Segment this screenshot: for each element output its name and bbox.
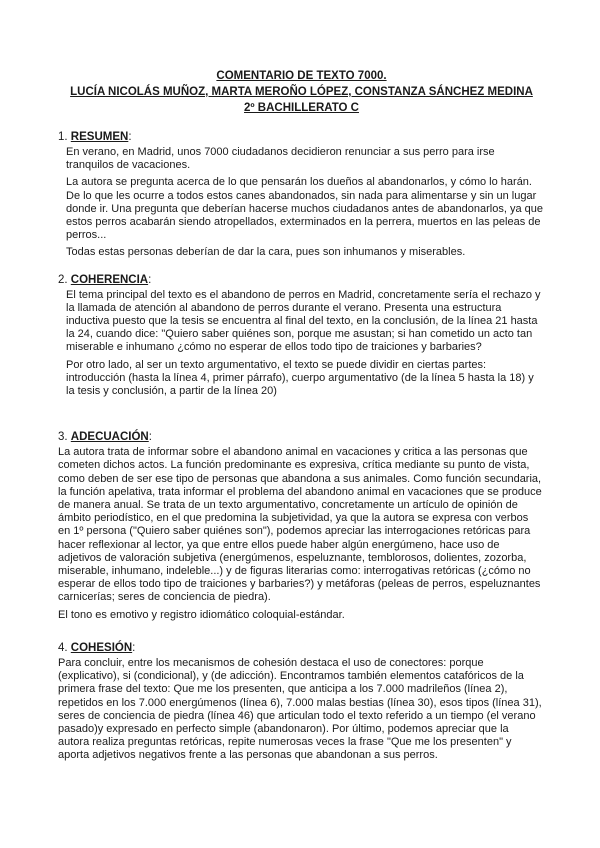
section-heading-cohesion	[58, 641, 545, 655]
section-number: 3.	[58, 431, 68, 444]
section-cohesion	[58, 641, 545, 763]
section-number: 4.	[58, 641, 68, 654]
section-body	[58, 289, 545, 399]
document-title-line-2: LUCÍA NICOLÁS MUÑOZ, MARTA MEROÑO LÓPEZ, CONSTANZA SÁNCHEZ MEDINA	[70, 86, 533, 98]
section-heading-text: RESUMEN	[70, 131, 129, 143]
section-number: 2.	[58, 273, 68, 286]
section-body	[58, 446, 545, 622]
section-heading-colon: :	[148, 273, 152, 286]
paragraph: La autora se pregunta acerca de lo que pensarán los dueños al abandonarlos, y cómo lo harán. De lo que les ocurre a todos estos canes abandonados, sin nada para alimentarse y sin un lugar donde ir. Una pregunta que deberían hacerse muchos ciudadanos antes de abandonarlos, ya que estos perros acabarán siendo atropellados, exterminados en la perrera, muertos en las peleas de perros...	[66, 176, 544, 242]
paragraph: Para concluir, entre los mecanismos de cohesión destaca el uso de conectores: porque (explicativo), si (condicional), y (de adicción). Encontramos también elementos catafóricos de la primera frase del texto: Que me los presenten, que anticipa a los 7.000 madrileños (línea 2), repetidos en los 7.000 energúmenos (línea 6), 7.000 malas bestias (línea 30), esos tipos (línea 31), seres de conciencia de piedra (línea 46) que articulan todo el texto referido a un tiempo (el verano pasado)y expresado en perfecto simple (abandonaron). Por último, podemos apreciar que la autora realiza preguntas retóricas, repite numerosas veces la frase "Que me los presenten" y aporta adjetivos negativos frente a las personas que abandonan a sus perros.	[58, 656, 542, 762]
section-heading-colon: :	[148, 431, 152, 444]
paragraph: La autora trata de informar sobre el abandono animal en vacaciones y critica a las personas que cometen dichos actos. La función predominante es expresiva, crítica mediante su punto de vista, como deben de ser ese tipo de personas que abandona a sus animales. Como función secundaria, la función apelativa, trata informar el problema del abandono animal en vacaciones que se produce de manera anual. Se trata de un texto argumentativo, concretamente un artículo de opinión de ámbito periodístico, en el que predomina la subjetividad, ya que la autora se expresa con verbos en 1º persona ("Quiero saber quiénes son"), podemos apreciar las interrogaciones retóricas para hacer reflexionar al lector, ya que entre ellos puede haber algún energúmeno, hace uso de adjetivos de valoración subjetiva (energúmenos, espeluznante, temblorosos, dolientes, zozorba, miserable, inhumano, indeleble...) y de figuras literarias como: interrogativas retóricas (¿cómo no esperar de ellos todo tipo de traiciones y barbaries?) y metáforas (peleas de perros, espeluznantes carnicerías; seres de conciencia de piedra).	[58, 446, 542, 604]
paragraph: El tema principal del texto es el abandono de perros en Madrid, concretamente sería el rechazo y la llamada de atención al abandono de perros durante el verano. Presenta una estructura inductiva puesto que la tesis se encuentra al final del texto, en la conclusión, de la línea 21 hasta la 24, cuando dice: "Quiero saber quiénes son, porque me asustan; si han cometido un acto tan miserable e inhumano ¿cómo no esperar de ellos todo tipo de traiciones y barbaries?	[66, 288, 541, 354]
paragraph: El tono es emotivo y registro idiomático coloquial-estándar.	[58, 608, 345, 621]
section-heading-text: COHERENCIA	[70, 273, 149, 286]
section-heading-colon: :	[132, 641, 136, 654]
paragraph: En verano, en Madrid, unos 7000 ciudadanos decidieron renunciar a sus perro para irse tranquilos de vacaciones.	[66, 146, 495, 172]
section-heading-text: ADECUACIÓN	[70, 431, 149, 444]
section-number: 1.	[58, 131, 68, 143]
section-heading-text: COHESIÓN	[70, 641, 133, 654]
section-heading-colon: :	[128, 131, 132, 143]
section-body	[58, 146, 545, 260]
paragraph: Todas estas personas deberían de dar la cara, pues son inhumanos y miserables.	[66, 246, 466, 259]
section-coherencia	[58, 273, 545, 399]
document-title-block	[58, 68, 545, 116]
section-heading-resumen	[58, 130, 545, 144]
section-heading-coherencia	[58, 273, 545, 287]
section-heading-adecuacion	[58, 430, 545, 444]
section-adecuacion	[58, 430, 545, 622]
section-body	[58, 657, 545, 763]
document-title-line-1: COMENTARIO DE TEXTO 7000.	[216, 70, 387, 82]
section-resumen	[58, 130, 545, 260]
document-title-line-3: 2º BACHILLERATO C	[244, 102, 359, 114]
paragraph: Por otro lado, al ser un texto argumentativo, el texto se puede dividir en ciertas partes: introducción (hasta la línea 4, primer párrafo), cuerpo argumentativo (de la línea 5 hasta la 18) y la tesis y conclusión, a partir de la línea 20)	[66, 358, 534, 398]
